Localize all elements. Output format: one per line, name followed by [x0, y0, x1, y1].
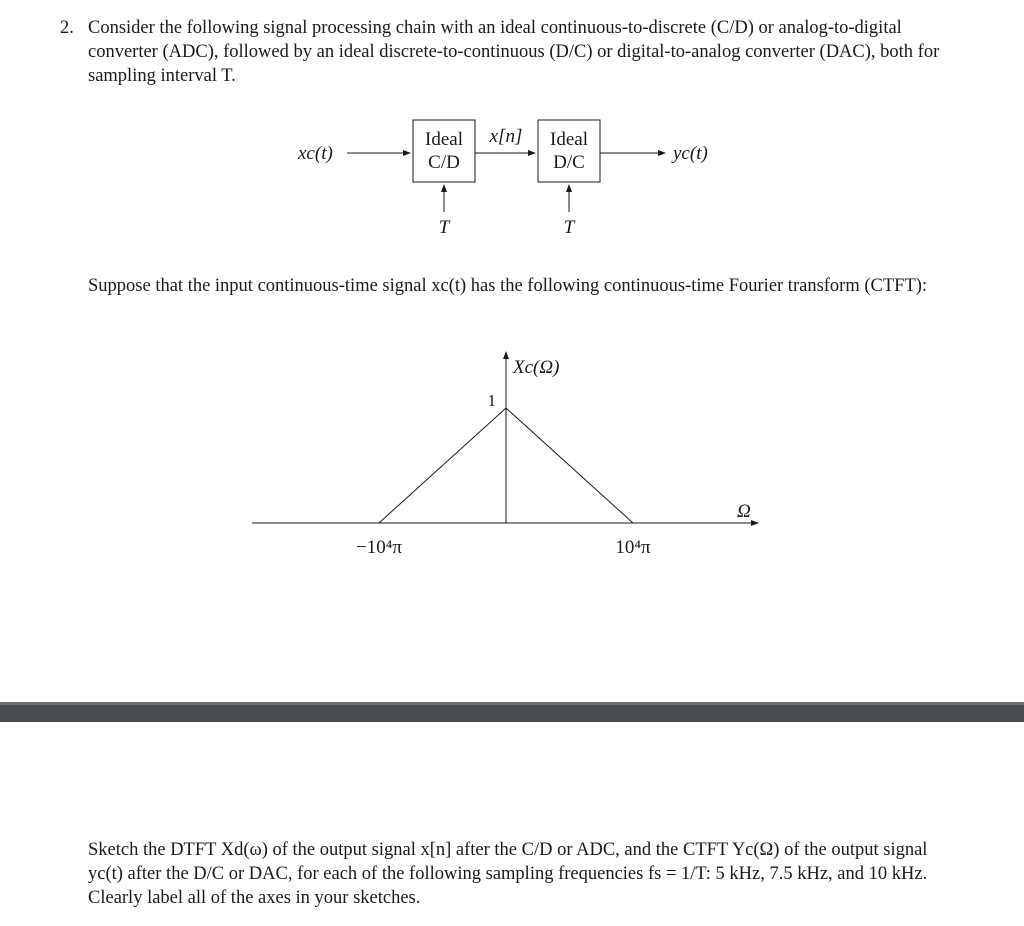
x-axis-label: Ω: [737, 501, 751, 522]
problem-number: 2.: [60, 18, 74, 38]
output-signal-label: yc(t): [673, 143, 708, 164]
peak-value-label: 1: [487, 391, 496, 410]
right-tick-label: 10⁴π: [615, 537, 651, 558]
page-divider-highlight: [0, 702, 1024, 705]
problem-intro: Consider the following signal processing chain with an ideal continuous-to-discrete (C/D) or analog-to-digital converter (ADC), followed by an ideal discrete-to-continuous (D/C) or digital-to-analog converter (DAC), both for sampling interval T.: [88, 18, 940, 86]
left-tick-label: −10⁴π: [356, 537, 402, 558]
dc-block-line1: Ideal: [550, 129, 588, 150]
input-signal-label: xc(t): [298, 143, 333, 164]
middle-signal-label: x[n]: [489, 126, 523, 147]
cd-clock-label: T: [438, 217, 450, 238]
y-axis-label: Xc(Ω): [513, 357, 560, 378]
suppose-text: Suppose that the input continuous-time signal xc(t) has the following continuous-time Fourier transform (CTFT):: [88, 276, 928, 296]
ctft-plot: [0, 340, 1024, 570]
task-text: Sketch the DTFT Xd(ω) of the output signal x[n] after the C/D or ADC, and the CTFT Yc(Ω) of the output signal yc(t) after the D/C or DAC, for each of the following sampling frequencies fs = 1/T: 5 kHz, 7.5 kHz, and 10 kHz. Clearly label all of the axes in your sketches.: [88, 840, 928, 908]
block-diagram: [0, 100, 1024, 350]
dc-block-line2: D/C: [553, 152, 585, 173]
dc-clock-label: T: [563, 217, 575, 238]
cd-block-line1: Ideal: [425, 129, 463, 150]
cd-block-line2: C/D: [428, 152, 460, 173]
page-divider: [0, 702, 1024, 722]
